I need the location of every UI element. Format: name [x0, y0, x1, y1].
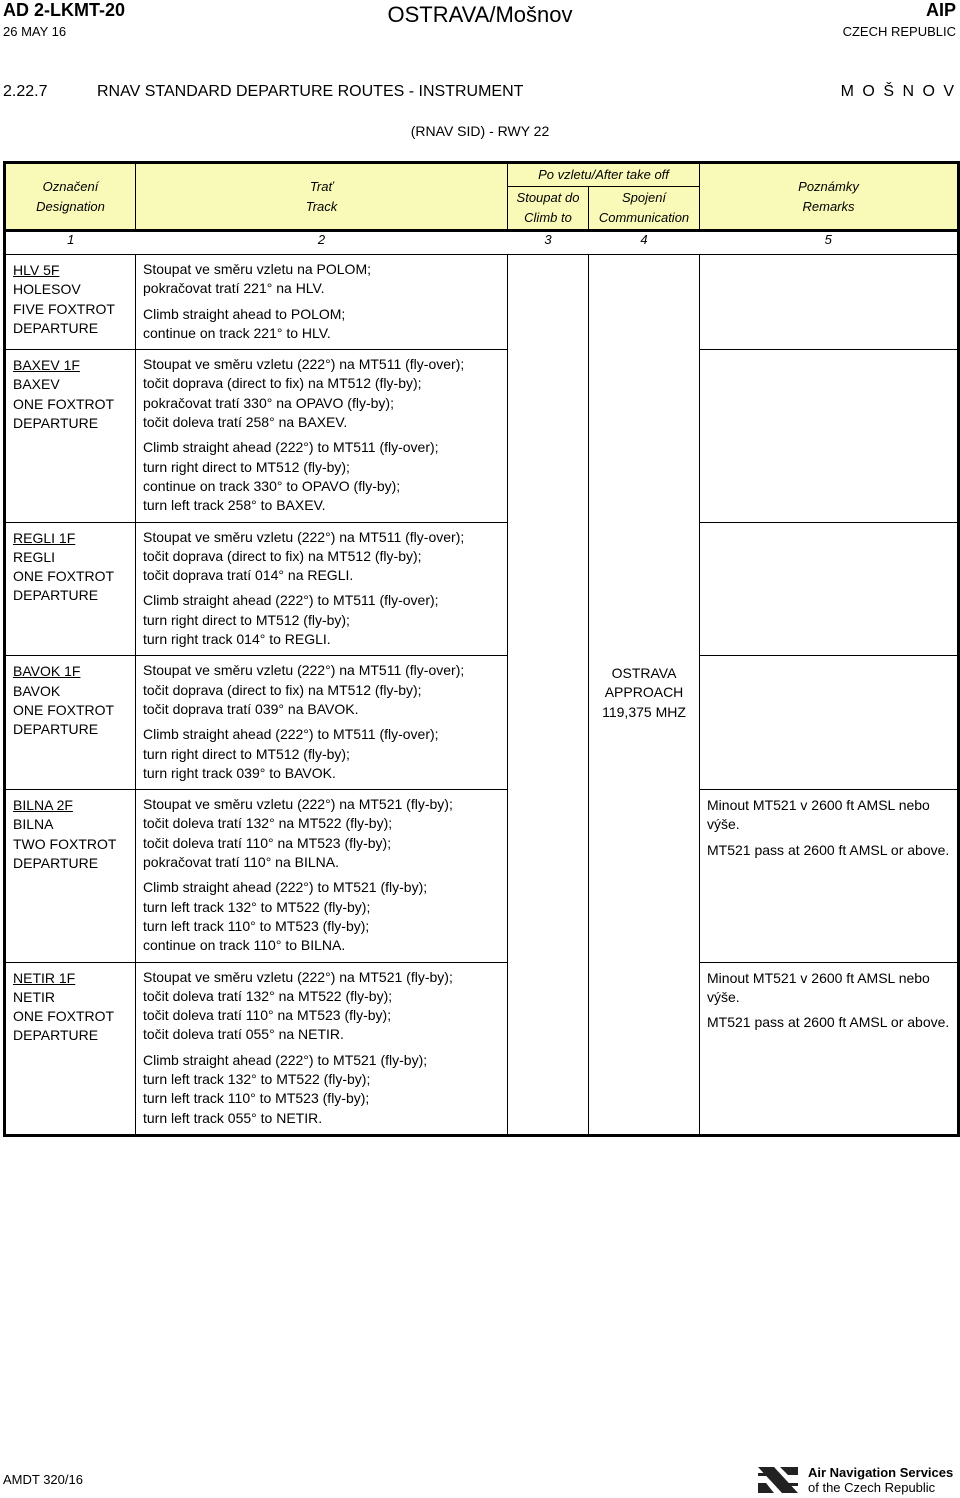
header-climb-en: Climb to — [524, 210, 572, 225]
header-climb — [508, 187, 589, 231]
country-label: CZECH REPUBLIC — [842, 24, 956, 39]
route-name-line: DEPARTURE — [13, 415, 99, 432]
route-code: NETIR 1F — [13, 969, 76, 986]
track-line: točit doprava (direct to fix) na MT512 (fly-by); — [143, 681, 422, 698]
track-line: točit doprava (direct to fix) na MT512 (fly-by); — [143, 547, 422, 564]
table-row — [5, 522, 959, 656]
amendment-number: AMDT 320/16 — [3, 1472, 83, 1487]
table-row — [5, 255, 959, 350]
remark-text: MT521 pass at 2600 ft AMSL or above. — [707, 841, 950, 858]
track-line: točit doprava tratí 039° na BAVOK. — [143, 700, 359, 717]
route-name-line: DEPARTURE — [13, 721, 99, 738]
track-text-cz — [143, 355, 503, 432]
route-name-line: DEPARTURE — [13, 855, 99, 872]
designation-cell — [5, 790, 136, 962]
communication-line: APPROACH — [604, 684, 684, 701]
remark-text: Minout MT521 v 2600 ft AMSL nebo výše. — [707, 969, 930, 1005]
communication-line: OSTRAVA — [611, 665, 677, 681]
track-text-cz — [143, 260, 503, 299]
track-line: turn left track 132° to MT522 (fly-by); — [143, 898, 371, 915]
designation-cell — [5, 962, 136, 1135]
aip-label: AIP — [925, 0, 956, 20]
remarks-cell — [700, 962, 959, 1135]
table-row — [5, 790, 959, 962]
track-line: continue on track 110° to BILNA. — [143, 937, 346, 954]
track-line: točit doleva tratí 110° na MT523 (fly-by); — [143, 834, 392, 851]
track-line: Climb straight ahead (222°) to MT511 (fly-over); — [143, 439, 439, 456]
col-number-3: 3 — [508, 231, 589, 255]
section-subtitle: (RNAV SID) - RWY 22 — [410, 123, 550, 139]
track-line: točit doleva tratí 258° na BAXEV. — [143, 414, 348, 431]
communication-line: 119,375 MHZ — [602, 703, 686, 720]
header-remarks — [700, 163, 959, 231]
track-text-en — [143, 878, 503, 955]
track-line: turn right direct to MT512 (fly-by); — [143, 458, 350, 475]
route-name-line: BAXEV — [13, 376, 60, 393]
table-row — [5, 350, 959, 522]
track-line: turn right track 039° to BAVOK. — [143, 764, 336, 781]
header-climb-cz: Stoupat do — [516, 190, 580, 205]
header-designation-cz: Označení — [42, 178, 99, 194]
route-code: REGLI 1F — [13, 529, 76, 546]
track-line: turn right direct to MT512 (fly-by); — [143, 745, 350, 762]
section-title: RNAV STANDARD DEPARTURE ROUTES - INSTRUMENT — [97, 83, 524, 100]
track-line: pokračovat tratí 221° na HLV. — [143, 280, 325, 297]
route-name-line: ONE FOXTROT — [13, 1008, 115, 1025]
track-text-en — [143, 438, 503, 515]
header-comm-cz: Spojení — [621, 190, 667, 205]
page-title: OSTRAVA/Mošnov — [387, 2, 573, 27]
route-name-line: HOLESOV — [13, 281, 81, 298]
logo-line-1: Air Navigation Services — [808, 1465, 954, 1480]
track-line: točit doleva tratí 110° na MT523 (fly-by); — [143, 1007, 392, 1024]
track-text-en — [143, 591, 503, 649]
track-line: turn left track 258° to BAXEV. — [143, 497, 326, 514]
track-line: continue on track 330° to OPAVO (fly-by); — [143, 477, 401, 494]
route-code: BILNA 2F — [13, 797, 73, 814]
remark-text: Minout MT521 v 2600 ft AMSL nebo výše. — [707, 797, 930, 833]
track-text-cz — [143, 661, 503, 719]
designation-cell — [5, 350, 136, 522]
track-line: turn right direct to MT512 (fly-by); — [143, 611, 350, 628]
remarks-cell — [700, 656, 959, 790]
route-code: BAVOK 1F — [13, 663, 81, 680]
track-cell — [136, 255, 508, 350]
track-line: Stoupat ve směru vzletu (222°) na MT511 (fly-over); — [143, 356, 465, 373]
document-id: AD 2-LKMT-20 — [3, 0, 126, 20]
route-name-line: BAVOK — [13, 682, 61, 699]
track-cell — [136, 656, 508, 790]
table-row — [5, 656, 959, 790]
track-line: turn left track 110° to MT523 (fly-by); — [143, 1090, 370, 1107]
track-line: turn left track 132° to MT522 (fly-by); — [143, 1070, 371, 1087]
table-row — [5, 962, 959, 1135]
header-remarks-cz: Poznámky — [798, 178, 859, 194]
track-text-en — [143, 1051, 503, 1128]
track-text-en — [143, 305, 503, 344]
route-name-line: TWO FOXTROT — [13, 835, 117, 852]
track-line: Climb straight ahead (222°) to MT521 (fly-by); — [143, 1051, 428, 1068]
route-code: BAXEV 1F — [13, 357, 80, 374]
route-name-line: NETIR — [13, 988, 55, 1005]
route-name-line: DEPARTURE — [13, 587, 99, 604]
col-number-5: 5 — [700, 231, 959, 255]
communication-cell — [589, 255, 700, 1136]
header-designation-en: Designation — [36, 198, 105, 214]
track-line: Stoupat ve směru vzletu (222°) na MT511 (fly-over); — [143, 662, 465, 679]
col-number-1: 1 — [5, 231, 136, 255]
track-line: Climb straight ahead (222°) to MT511 (fly-over); — [143, 592, 439, 609]
climb-cell — [508, 255, 589, 1136]
col-number-2: 2 — [136, 231, 508, 255]
track-line: turn left track 055° to NETIR. — [143, 1109, 323, 1126]
route-name-line: FIVE FOXTROT — [13, 300, 115, 317]
header-communication — [589, 187, 700, 231]
track-line: Climb straight ahead (222°) to MT511 (fly-over); — [143, 726, 439, 743]
header-comm-en: Communication — [598, 210, 690, 225]
track-cell — [136, 790, 508, 962]
track-line: točit doleva tratí 132° na MT522 (fly-by); — [143, 815, 393, 832]
route-name-line: ONE FOXTROT — [13, 568, 115, 585]
track-text-cz — [143, 795, 503, 872]
track-line: točit doleva tratí 055° na NETIR. — [143, 1026, 344, 1043]
track-line: točit doprava (direct to fix) na MT512 (fly-by); — [143, 375, 422, 392]
track-line: continue on track 221° to HLV. — [143, 324, 331, 341]
track-line: Stoupat ve směru vzletu (222°) na MT511 (fly-over); — [143, 528, 465, 545]
header-track — [136, 163, 508, 231]
remarks-cell — [700, 790, 959, 962]
route-name-line: DEPARTURE — [13, 319, 99, 336]
track-line: Climb straight ahead (222°) to MT521 (fly-by); — [143, 879, 428, 896]
remarks-cell — [700, 522, 959, 656]
remarks-cell — [700, 255, 959, 350]
designation-cell — [5, 656, 136, 790]
header-remarks-en: Remarks — [802, 198, 855, 214]
route-name-line: DEPARTURE — [13, 1027, 99, 1044]
track-line: točit doprava tratí 014° na REGLI. — [143, 567, 354, 584]
track-line: Climb straight ahead to POLOM; — [143, 305, 346, 322]
route-code: HLV 5F — [13, 262, 60, 278]
track-line: pokračovat tratí 330° na OPAVO (fly-by); — [143, 394, 394, 411]
route-name-line: REGLI — [13, 548, 56, 565]
route-name-line: ONE FOXTROT — [13, 395, 115, 412]
section-number: 2.22.7 — [3, 83, 48, 100]
track-line: Stoupat ve směru vzletu (222°) na MT521 (fly-by); — [143, 796, 453, 813]
track-line: Stoupat ve směru vzletu (222°) na MT521 (fly-by); — [143, 968, 453, 985]
track-line: točit doleva tratí 132° na MT522 (fly-by); — [143, 987, 393, 1004]
remarks-cell — [700, 350, 959, 522]
header-track-en: Track — [305, 198, 338, 214]
route-name-line: BILNA — [13, 816, 54, 833]
logo-text — [808, 1465, 953, 1495]
effective-date: 26 MAY 16 — [3, 24, 67, 39]
track-text-cz — [143, 968, 503, 1045]
header-after-takeoff: Po vzletu/After take off — [508, 163, 700, 187]
aerodrome-name: M O Š N O V — [840, 83, 956, 100]
designation-cell — [5, 522, 136, 656]
header-track-cz: Trať — [309, 178, 334, 194]
remark-text: MT521 pass at 2600 ft AMSL or above. — [707, 1014, 950, 1031]
track-line: Stoupat ve směru vzletu na POLOM; — [143, 261, 371, 277]
ans-cr-logo — [756, 1465, 956, 1497]
track-cell — [136, 350, 508, 522]
track-line: turn left track 110° to MT523 (fly-by); — [143, 917, 370, 934]
track-cell — [136, 522, 508, 656]
logo-line-2: of the Czech Republic — [808, 1480, 936, 1495]
track-text-en — [143, 725, 503, 783]
track-line: turn right track 014° to REGLI. — [143, 631, 331, 648]
designation-cell — [5, 255, 136, 350]
route-name-line: ONE FOXTROT — [13, 701, 115, 718]
track-text-cz — [143, 528, 503, 586]
track-line: pokračovat tratí 110° na BILNA. — [143, 854, 339, 871]
sid-table — [3, 161, 960, 1137]
col-number-4: 4 — [589, 231, 700, 255]
track-cell — [136, 962, 508, 1135]
ans-cr-logo-icon — [756, 1465, 800, 1495]
header-designation — [5, 163, 136, 231]
